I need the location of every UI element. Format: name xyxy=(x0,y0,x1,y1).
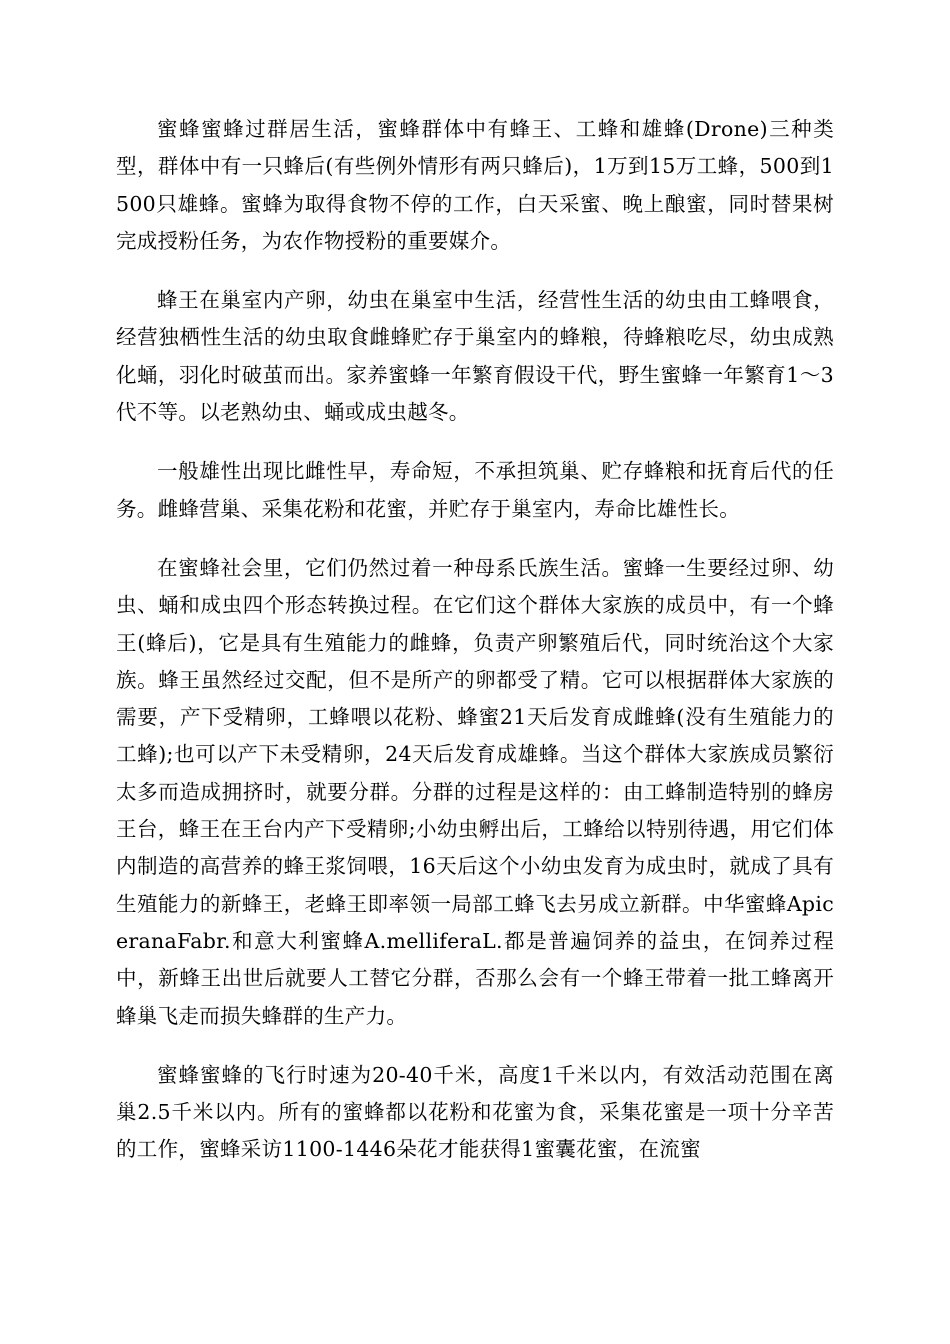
paragraph-flight-foraging: 蜜蜂蜜蜂的飞行时速为20-40千米，高度1千米以内，有效活动范围在离巢2.5千米以内。所有的蜜蜂都以花粉和花蜜为食，采集花蜜是一项十分辛苦的工作，蜜蜂采访1100-1446朵花才能获得1蜜囊花蜜，在流蜜 xyxy=(116,1062,834,1162)
paragraph-colony-types: 蜜蜂蜜蜂过群居生活，蜜蜂群体中有蜂王、工蜂和雄蜂(Drone)三种类型，群体中有一只蜂后(有些例外情形有两只蜂后)，1万到15万工蜂，500到1500只雄蜂。蜜蜂为取得食物不停的工作，白天采蜜、晚上酿蜜，同时替果树完成授粉任务，为农作物授粉的重要媒介。 xyxy=(116,117,834,253)
paragraph-larvae-development: 蜂王在巢室内产卵，幼虫在巢室中生活，经营性生活的幼虫由工蜂喂食，经营独栖性生活的幼虫取食雌蜂贮存于巢室内的蜂粮，待蜂粮吃尽，幼虫成熟化蛹，羽化时破茧而出。家养蜜蜂一年繁育假设干代，野生蜜蜂一年繁育1～3代不等。以老熟幼虫、蛹或成虫越冬。 xyxy=(116,288,834,425)
paragraph-male-female: 一般雄性出现比雌性早，寿命短，不承担筑巢、贮存蜂粮和抚育后代的任务。雌蜂营巢、采集花粉和花蜜，并贮存于巢室内，寿命比雄性长。 xyxy=(116,459,834,521)
document-body xyxy=(116,111,834,1191)
paragraph-matriarchal-society: 在蜜蜂社会里，它们仍然过着一种母系氏族生活。蜜蜂一生要经过卵、幼虫、蛹和成虫四个形态转换过程。在它们这个群体大家族的成员中，有一个蜂王(蜂后)，它是具有生殖能力的雌蜂，负责产卵繁殖后代，同时统治这个大家族。蜂王虽然经过交配，但不是所产的卵都受了精。它可以根据群体大家族的需要，产下受精卵，工蜂喂以花粉、蜂蜜21天后发育成雌蜂(没有生殖能力的工蜂);也可以产下未受精卵，24天后发育成雄蜂。当这个群体大家族成员繁衍太多而造成拥挤时，就要分群。分群的过程是这样的：由工蜂制造特别的蜂房王台，蜂王在王台内产下受精卵;小幼虫孵出后，工蜂给以特别待遇，用它们体内制造的高营养的蜂王浆饲喂，16天后这个小幼虫发育为成虫时，就成了具有生殖能力的新蜂王，老蜂王即率领一局部工蜂飞去另成立新群。中华蜜蜂ApiceranaFabr.和意大利蜜蜂A.melliferaL.都是普遍饲养的益虫，在饲养过程中，新蜂王出世后就要人工替它分群，否那么会有一个蜂王带着一批工蜂离开蜂巢飞走而损失蜂群的生产力。 xyxy=(116,555,834,1028)
